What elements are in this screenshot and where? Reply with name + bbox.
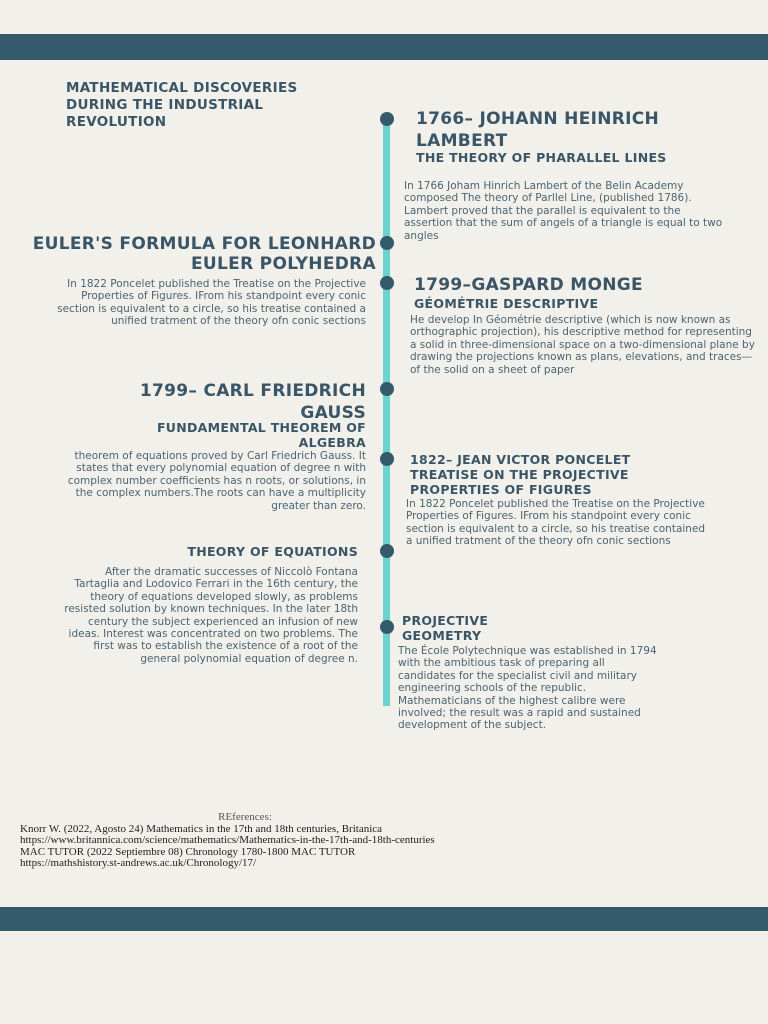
entry-subheading: GÉOMÉTRIE DESCRIPTIVE (414, 296, 599, 311)
bottom-banner (0, 907, 768, 931)
timeline-dot-monge (380, 276, 394, 290)
entry-monge (414, 274, 714, 311)
top-banner (0, 34, 768, 60)
entry-gauss-body: theorem of equations proved by Carl Friedrich Gauss. It states that every polynomial equation of degree n with complex number coefficients has n roots, or solutions, in the complex numbers.The roots can have a multiplicity greater than zero. (67, 450, 366, 512)
entry-lambert-body: In 1766 Joham Hinrich Lambert of the Belin Academy composed The theory of Parllel Line, (published 1786). Lambert proved that the parallel is equivalent to the assertion that the sum of angels of a triangle is equal to two angles (404, 180, 723, 242)
reference-line: MAC TUTOR (2022 Septiembre 08) Chronology 1780-1800 MAC TUTOR https://mathshistory.st-andrews.ac.uk/Chronology/17/ (20, 845, 356, 869)
entry-gauss-subheading: FUNDAMENTAL THEOREM OF ALGEBRA (156, 420, 366, 450)
entry-euler-heading: EULER'S FORMULA FOR LEONHARD EULER POLYHEDRA (32, 234, 376, 274)
references (20, 812, 460, 870)
timeline-dot-euler (380, 236, 394, 250)
timeline-dot-projective (380, 620, 394, 634)
entry-poncelet-heading: 1822– JEAN VICTOR PONCELET TREATISE ON THE PROJECTIVE PROPERTIES OF FIGURES (410, 452, 631, 497)
entry-projective-heading: PROJECTIVE GEOMETRY (402, 613, 489, 643)
entry-subheading: THE THEORY OF PHARALLEL LINES (416, 150, 667, 165)
entry-equations-heading: THEORY OF EQUATIONS (187, 544, 358, 559)
timeline-dot-poncelet (380, 452, 394, 466)
entry-lambert (416, 108, 716, 152)
entry-equations-body: After the dramatic successes of Niccolò Fontana Tartaglia and Lodovico Ferrari in the 16th century, the theory of equations developed slowly, as problems resisted solution by known techniques. In the later 18th century the subject experienced an infusion of new ideas. Interest was concentrated on two problems. The first was to establish the existence of a root of the general polynomial equation of degree n. (64, 566, 358, 665)
page-title: MATHEMATICAL DISCOVERIES DURING THE INDUSTRIAL REVOLUTION (66, 80, 298, 130)
entry-lambert-sub (416, 150, 686, 165)
reference-line: https://www.britannica.com/science/mathematics/Mathematics-in-the-17th-and-18th-centuries (20, 834, 435, 846)
timeline-dot-equations (380, 544, 394, 558)
timeline-dot-1766 (380, 112, 394, 126)
entry-heading: 1799–GASPARD MONGE (414, 275, 643, 295)
entry-heading: 1766– JOHANN HEINRICH LAMBERT (416, 109, 660, 151)
entry-projective-body: The École Polytechnique was established in 1794 with the ambitious task of preparing all candidates for the specialist civil and military engineering schools of the republic. Mathematicians of the highest calibre were involved; the result was a rapid and sustained development of the subject. (398, 645, 657, 732)
reference-line: Knorr W. (2022, Agosto 24) Mathematics in the 17th and 18th centuries, Britanica (20, 822, 383, 835)
references-heading: REferences: (218, 811, 272, 823)
entry-euler-body: In 1822 Poncelet published the Treatise on the Projective Properties of Figures. IFrom his standpoint every conic section is equivalent to a circle, so his treatise contained a unified tratment of the theory ofn conic sections (57, 278, 366, 328)
timeline-dot-gauss (380, 382, 394, 396)
entry-poncelet-body: In 1822 Poncelet published the Treatise on the Projective Properties of Figures. IFrom his standpoint every conic section is equivalent to a circle, so his treatise contained a unified tratment of the theory ofn conic sections (406, 498, 706, 548)
entry-monge-body: He develop In Géométrie descriptive (which is now known as orthographic projection), his descriptive method for representing a solid in three-dimensional space on a two-dimensional plane by drawing the projections known as plans, elevations, and traces—of the solid on a sheet of paper (410, 314, 755, 376)
entry-gauss-heading: 1799– CARL FRIEDRICH GAUSS (139, 381, 366, 423)
timeline-axis (383, 116, 390, 706)
